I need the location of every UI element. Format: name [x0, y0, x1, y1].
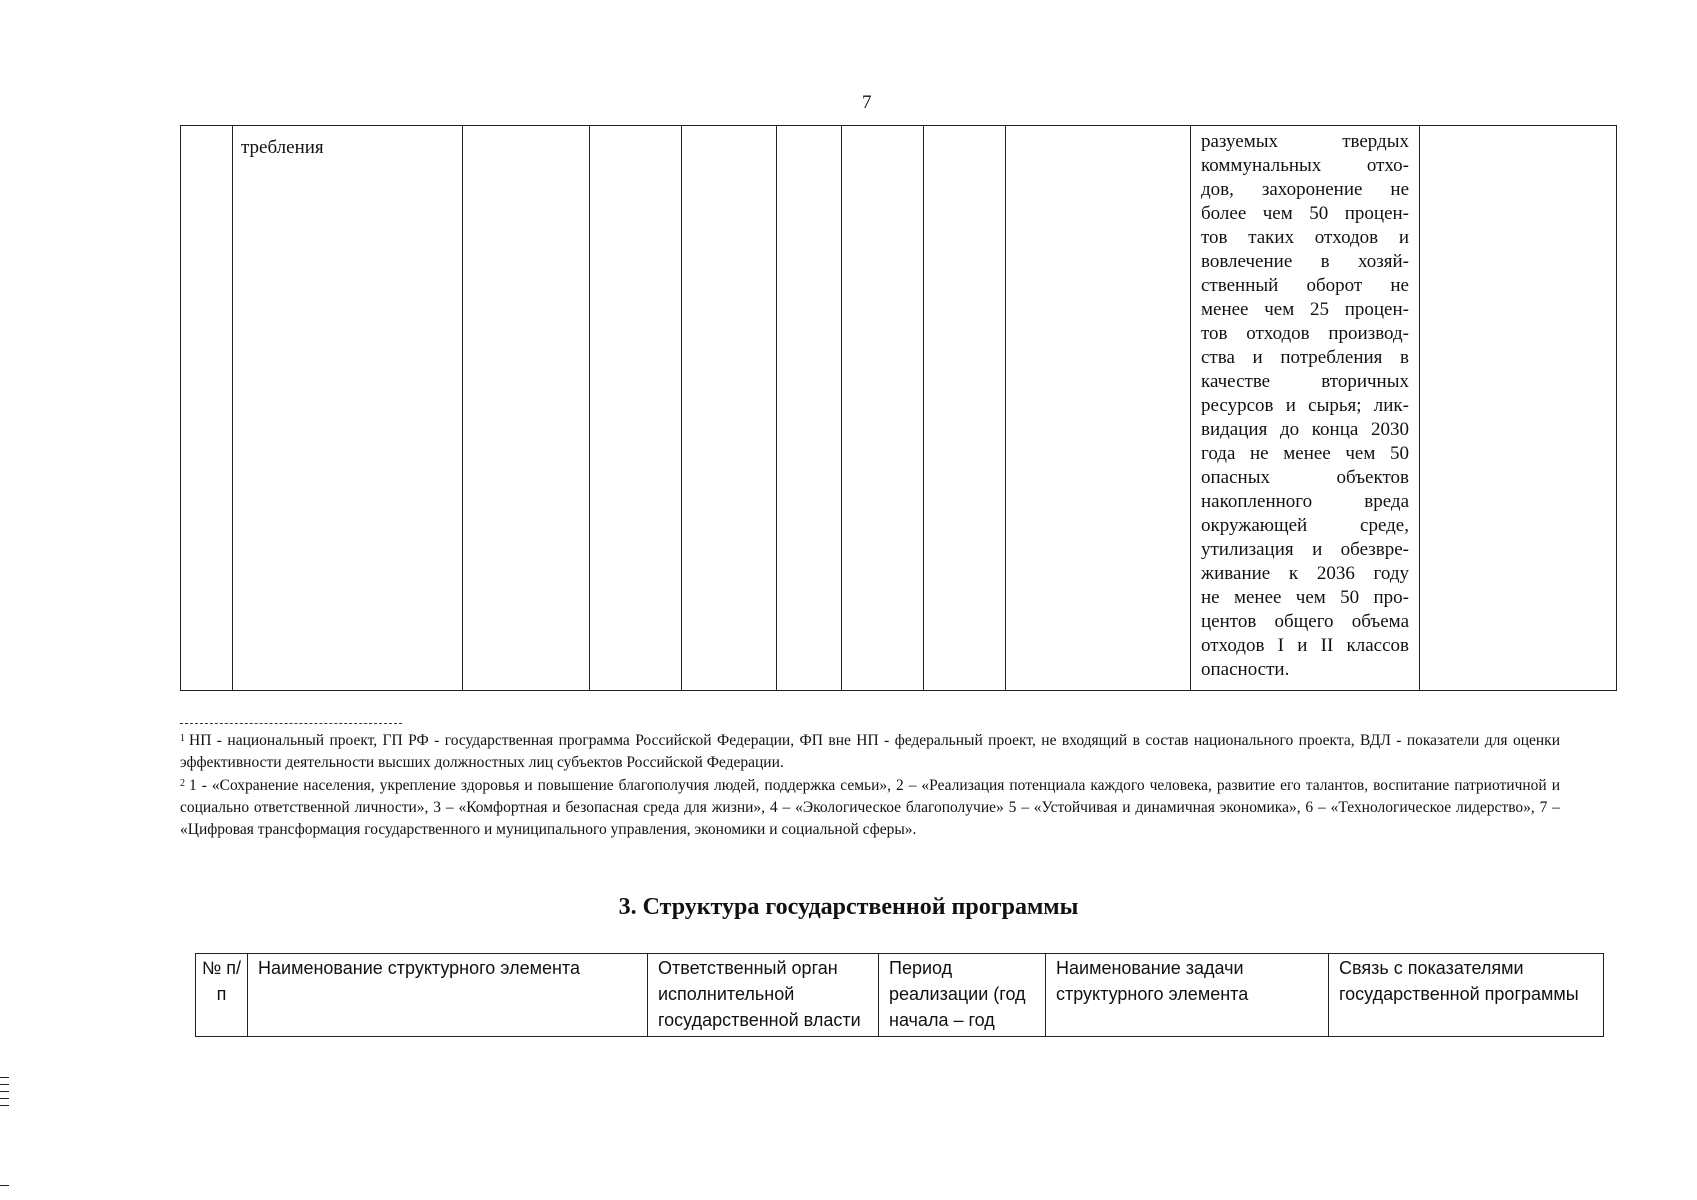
cell-text: требления [241, 137, 324, 158]
table-cell [1006, 126, 1191, 691]
table-cell [777, 126, 842, 691]
table-cell [233, 126, 463, 691]
table-cell [1420, 126, 1617, 691]
goal-text-line: более чем 50 процен- [1201, 203, 1409, 224]
goal-text-line: менее чем 25 процен- [1201, 299, 1409, 320]
table-cell [590, 126, 682, 691]
indicators-table-continuation [180, 125, 1617, 691]
goal-text-line: не менее чем 50 про- [1201, 587, 1409, 608]
goal-text-line: вовлечение в хозяй- [1201, 251, 1409, 272]
footnote-separator [180, 723, 402, 724]
goal-text-line: видация до конца 2030 [1201, 419, 1409, 440]
goal-text-line: тов отходов производ- [1201, 323, 1409, 344]
goal-text-line: разуемых твердых [1201, 131, 1409, 152]
goal-text-line: живание к 2036 году [1201, 563, 1409, 584]
goal-text-line: качестве вторичных [1201, 371, 1409, 392]
goal-text-line: окружающей среде, [1201, 515, 1409, 536]
header-indicator-link: Связь с показателями государственной программы [1329, 954, 1604, 1037]
structure-table [195, 953, 1604, 1037]
goal-text-lines [1201, 130, 1409, 682]
footnote-1 [180, 730, 1560, 774]
page-number: 7 [862, 92, 872, 113]
goal-text-line: ственный оборот не [1201, 275, 1409, 296]
footnote-2 [180, 775, 1560, 841]
header-number: № п/п [196, 954, 248, 1037]
goal-text-line: отходов I и II классов [1201, 635, 1409, 656]
table-cell [463, 126, 590, 691]
table-cell [682, 126, 777, 691]
table-cell [181, 126, 233, 691]
goal-text-line: центов общего объема [1201, 611, 1409, 632]
footnote-text: НП - национальный проект, ГП РФ - государственная программа Российской Федерации, ФП вне НП - федеральный проект, не входящий в состав национального проекта, ВДЛ - показатели для оценки эффективности деятельности высших должностных лиц субъектов Российской Федерации. [180, 732, 1560, 771]
footnote-text: 1 - «Сохранение населения, укрепление здоровья и повышение благополучия людей, поддержка семьи», 2 – «Реализация потенциала каждого человека, развитие его талантов, воспитание патриотичной и социально ответственной личности», 3 – «Комфортная и безопасная среда для жизни», 4 – «Экологическое благополучие» 5 – «Устойчивая и динамичная экономика», 6 – «Технологическое лидерство», 7 – «Цифровая трансформация государственного и муниципального управления, экономики и социальной сферы». [180, 777, 1560, 838]
header-responsible-body: Ответственный орган исполнительной государственной власти [648, 954, 879, 1037]
table-cell [924, 126, 1006, 691]
goal-text-line: утилизация и обезвре- [1201, 539, 1409, 560]
goal-text-line: коммунальных отхо- [1201, 155, 1409, 176]
footnote-marker: 1 [180, 733, 185, 744]
table-row [181, 126, 1617, 691]
goal-text-line: ресурсов и сырья; лик- [1201, 395, 1409, 416]
goal-text-line: тов таких отходов и [1201, 227, 1409, 248]
footnote-marker: 2 [180, 778, 185, 789]
goal-text-line: года не менее чем 50 [1201, 443, 1409, 464]
table-cell-goal-text [1191, 126, 1420, 691]
table-cell [842, 126, 924, 691]
goal-text-line: накопленного вреда [1201, 491, 1409, 512]
section-title: 3. Структура государственной программы [618, 894, 1079, 920]
table-header-row [196, 954, 1604, 1037]
goal-text-line: ства и потребления в [1201, 347, 1409, 368]
header-task-name: Наименование задачи структурного элемента [1046, 954, 1329, 1037]
header-element-name: Наименование структурного элемента [248, 954, 648, 1037]
goal-text-line: опасности. [1201, 659, 1290, 680]
goal-text-line: дов, захоронение не [1201, 179, 1409, 200]
header-period: Период реализации (год начала – год [879, 954, 1046, 1037]
goal-text-line: опасных объектов [1201, 467, 1409, 488]
